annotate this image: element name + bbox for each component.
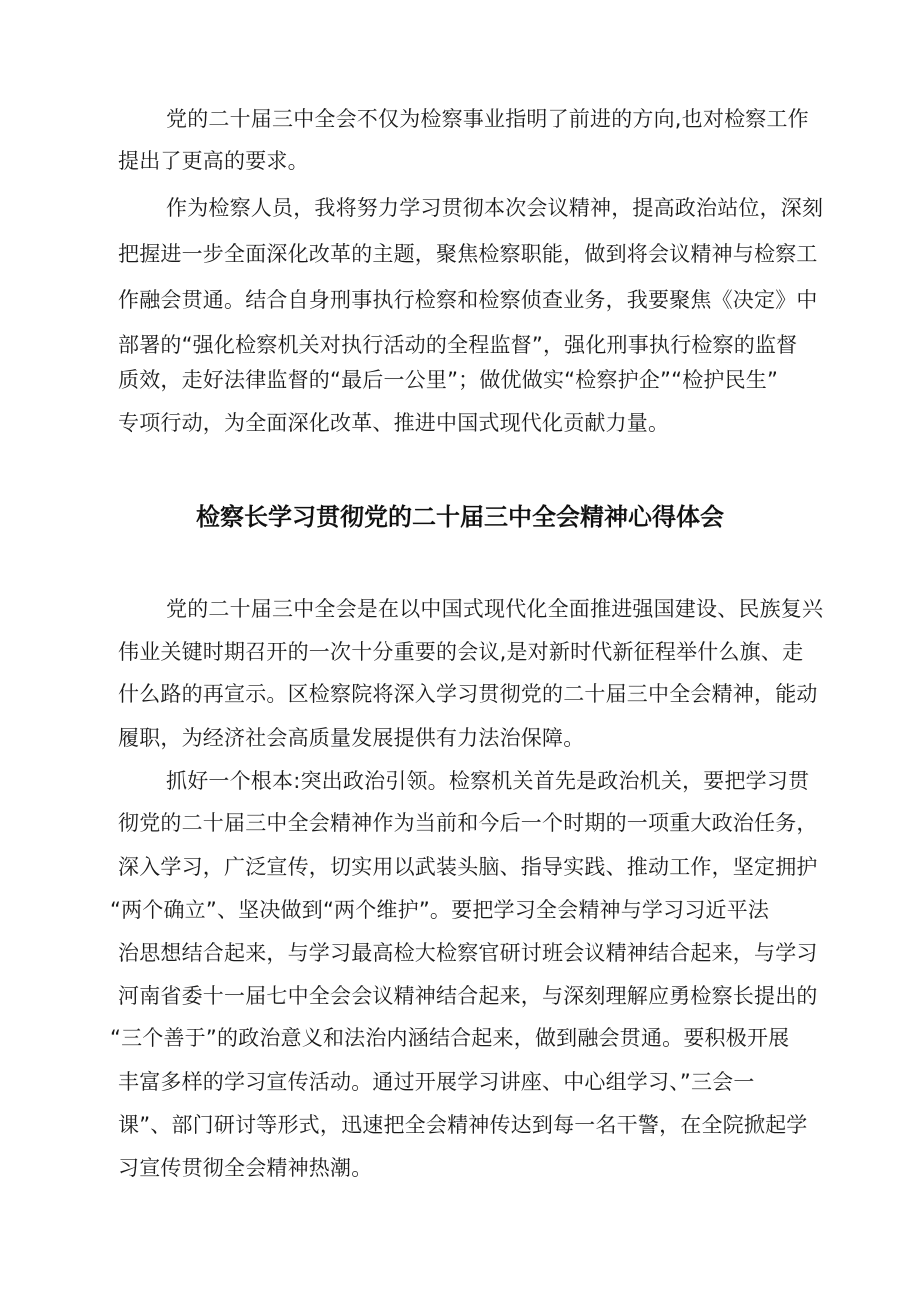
paragraph-line: “两个确立”、坚决做到“两个维护”。要把学习全会精神与学习习近平法: [110, 898, 770, 922]
paragraph-line: 伟业关键时期召开的一次十分重要的会议,是对新时代新征程举什么旗、走: [118, 640, 804, 664]
paragraph-line: 丰富多样的学习宣传活动。通过开展学习讲座、中心组学习、”三会一: [118, 1070, 755, 1094]
paragraph-line: 质效，走好法律监督的“最后一公里”；做优做实“检察护企”“检护民生”: [118, 368, 779, 392]
paragraph-line: 党的二十届三中全会是在以中国式现代化全面推进强国建设、民族复兴: [166, 597, 824, 621]
paragraph-line: 习宣传贯彻全会精神热潮。: [118, 1156, 373, 1180]
section-title: 检察长学习贯彻党的二十届三中全会精神心得体会: [196, 503, 724, 531]
paragraph-line: 抓好一个根本:突出政治引领。检察机关首先是政治机关，要把学习贯: [166, 769, 810, 793]
paragraph-line: “三个善于”的政治意义和法治内涵结合起来，做到融会贯通。要积极开展: [110, 1026, 790, 1050]
paragraph-line: 深入学习，广泛宣传，切实用以武装头脑、指导实践、推动工作，坚定拥护: [118, 855, 818, 879]
paragraph-line: 治思想结合起来，与学习最高检大检察官研讨班会议精神结合起来，与学习: [118, 941, 818, 965]
paragraph-line: 部署的“强化检察机关对执行活动的全程监督”，强化刑事执行检察的监督: [118, 333, 798, 357]
paragraph-line: 什么路的再宣示。区检察院将深入学习贯彻党的二十届三中全会精神，能动: [118, 682, 818, 706]
paragraph-line: 河南省委十一届七中全会会议精神结合起来，与深刻理解应勇检察长提出的: [118, 984, 818, 1008]
paragraph-line: 党的二十届三中全会不仅为检察事业指明了前进的方向,也对检察工作: [166, 107, 809, 131]
paragraph-line: 作融会贯通。结合自身刑事执行检察和检察侦查业务，我要聚焦《决定》中: [118, 288, 818, 312]
paragraph-line: 彻党的二十届三中全会精神作为当前和今后一个时期的一项重大政治任务，: [118, 811, 818, 835]
paragraph-line: 作为检察人员，我将努力学习贯彻本次会议精神，提高政治站位，深刻: [166, 196, 824, 220]
paragraph-line: 专项行动，为全面深化改革、推进中国式现代化贡献力量。: [118, 411, 670, 435]
paragraph-line: 把握进一步全面深化改革的主题，聚焦检察职能，做到将会议精神与检察工: [118, 242, 818, 266]
paragraph-line: 提出了更高的要求。: [118, 149, 309, 173]
paragraph-line: 履职，为经济社会高质量发展提供有力法治保障。: [118, 726, 585, 750]
paragraph-line: 课”、部门研讨等形式，迅速把全会精神传达到每一名干警，在全院掀起学: [118, 1113, 808, 1137]
